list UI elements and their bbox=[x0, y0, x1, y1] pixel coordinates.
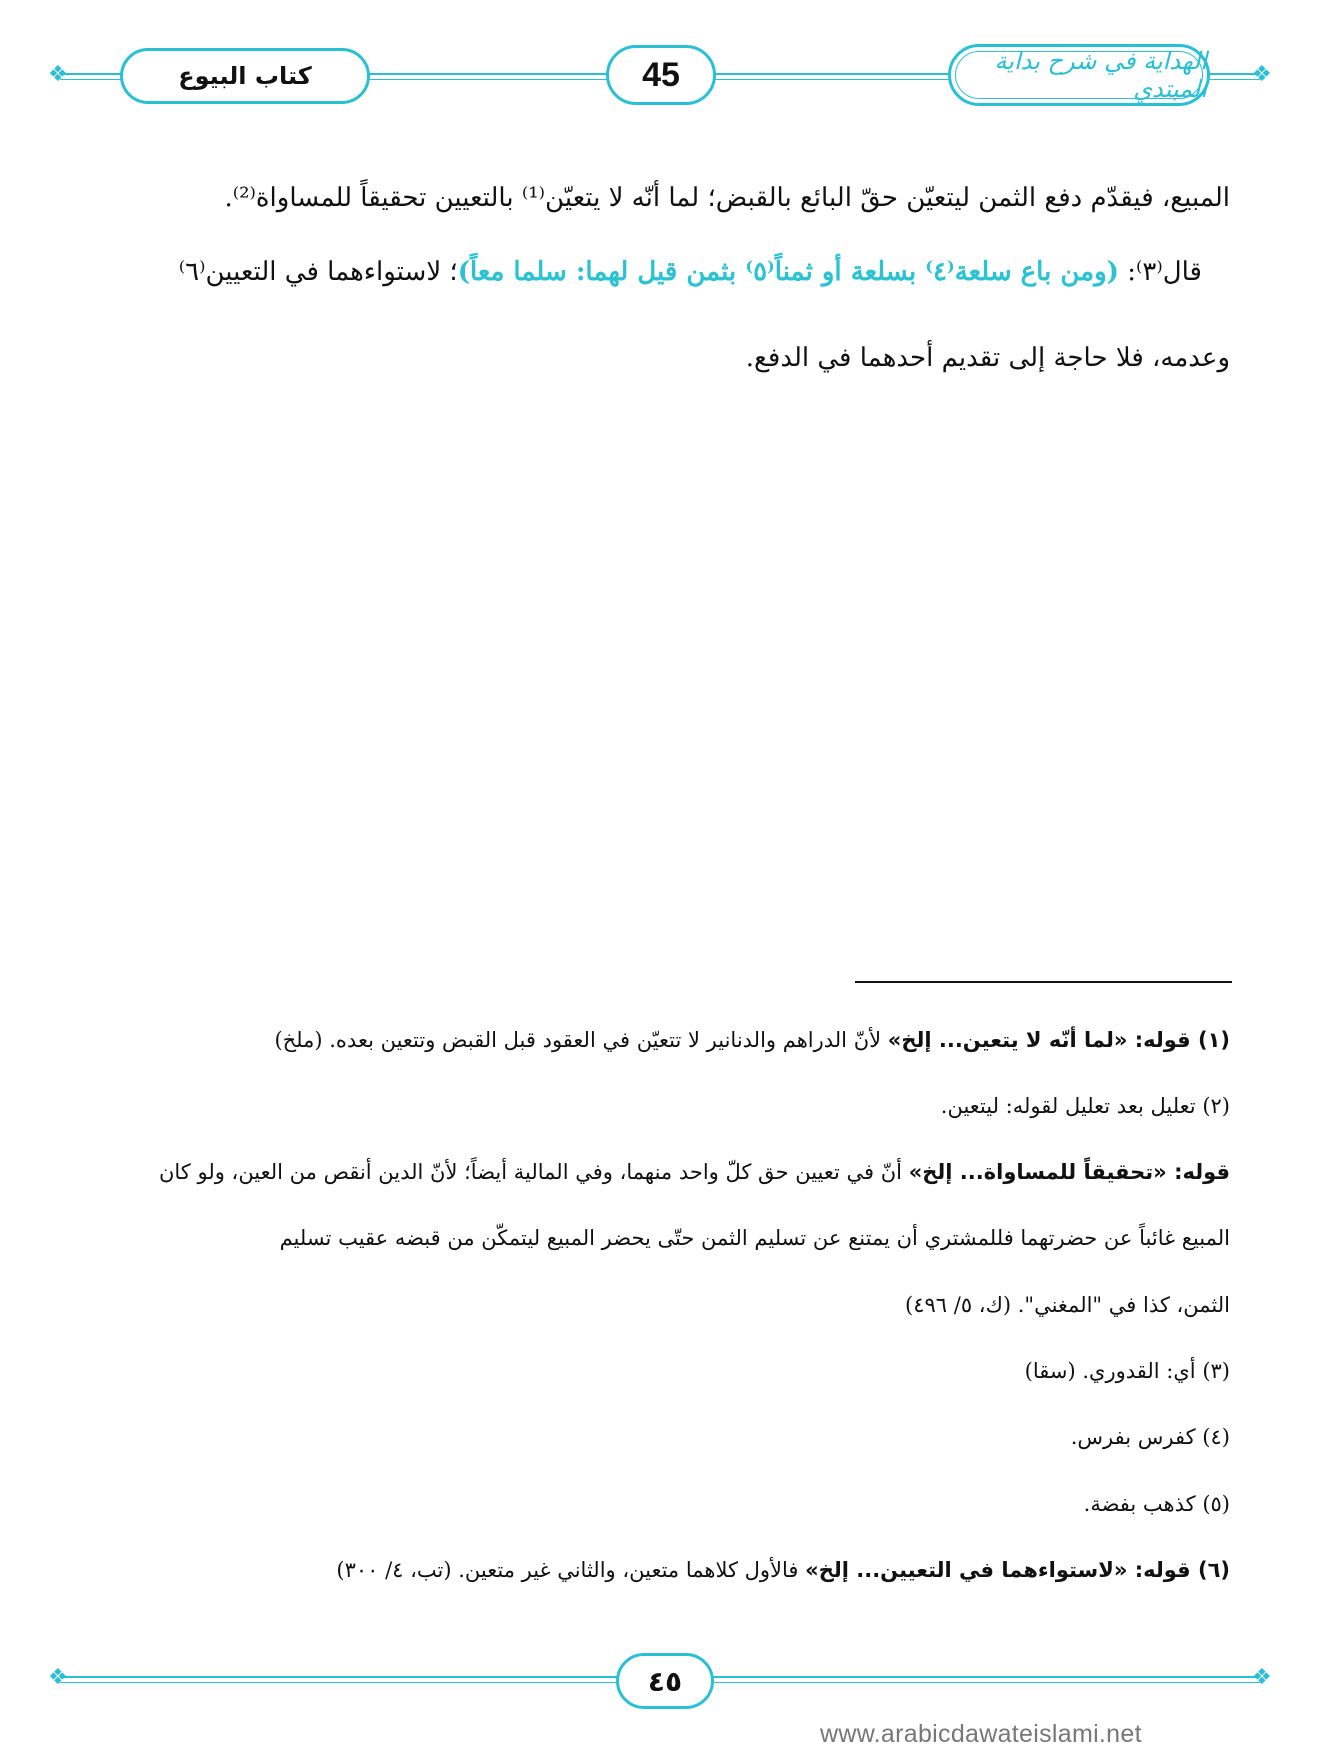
book-title: كتاب البيوع bbox=[178, 62, 312, 90]
main-line-2 bbox=[100, 252, 1230, 292]
footnote-1 bbox=[100, 1025, 1230, 1055]
footnote-2b-label: قوله: «تحقيقاً للمساواة... إلخ» bbox=[908, 1160, 1230, 1184]
ornament-left-icon: ❖ bbox=[48, 62, 68, 87]
main-line-1: المبيع، فيقدّم دفع الثمن ليتعيّن حقّ البائع بالقبض؛ لما أنّه لا يتعيّن⁽¹⁾ بالتعيين تحقيقاً للمساواة⁽²⁾. bbox=[224, 183, 1230, 213]
footnote-4: (٤) كفرس بفرس. bbox=[1070, 1425, 1230, 1449]
footer-ornament-left-icon: ❖ bbox=[48, 1665, 68, 1690]
main-line-3: وعدمه، فلا حاجة إلى تقديم أحدهما في الدفع. bbox=[745, 343, 1230, 373]
main-line-2-wrap bbox=[100, 252, 1230, 292]
footnote-2: (٢) تعليل بعد تعليل لقوله: ليتعين. bbox=[940, 1094, 1230, 1118]
footer-page-number: ٤٥ bbox=[647, 1664, 683, 1698]
main-line-3-wrap bbox=[100, 338, 1230, 378]
footnote-2b-line-2: المبيع غائباً عن حضرتهما فللمشتري أن يمتنع عن تسليم الثمن حتّى يحضر المبيع ليتمكّن من قبضه عقيب تسليم bbox=[279, 1226, 1230, 1250]
main-text bbox=[100, 178, 1230, 218]
matn-quote: (ومن باع سلعة⁽٤⁾ بسلعة أو ثمناً⁽٥⁾ بثمن قيل لهما: سلما معاً) bbox=[457, 257, 1119, 287]
footnote-6-text: فالأول كلاهما متعين، والثاني غير متعين. (تب، ٤/ ٣٠٠) bbox=[336, 1558, 799, 1582]
book-title-box bbox=[120, 48, 370, 104]
page-number: 45 bbox=[642, 55, 680, 94]
footnote-2b-line-1: أنّ في تعيين حق كلّ واحد منهما، وفي المالية أيضاً؛ لأنّ الدين أنقص من العين، ولو كان bbox=[158, 1160, 903, 1184]
main-line-2-start: قال⁽٣⁾: bbox=[1127, 257, 1202, 287]
footer-ornament-right-icon: ❖ bbox=[1252, 1665, 1272, 1690]
work-title: الهداية في شرح بداية المبتدي bbox=[994, 47, 1207, 103]
footer-page-number-box bbox=[616, 1653, 714, 1709]
footnote-6-label: (٦) قوله: «لاستواءهما في التعيين... إلخ» bbox=[805, 1558, 1230, 1582]
footnote-2b bbox=[100, 1157, 1230, 1187]
work-title-box bbox=[948, 44, 1210, 106]
footnote-separator bbox=[855, 981, 1232, 983]
watermark: www.arabicdawateislami.net bbox=[820, 1720, 1142, 1748]
footnote-3: (٣) أي: القدوري. (سقا) bbox=[1024, 1359, 1230, 1383]
footnote-1-text: لأنّ الدراهم والدنانير لا تتعيّن في العقود قبل القبض وتتعين بعده. (ملخ) bbox=[274, 1028, 882, 1052]
footnote-5: (٥) كذهب بفضة. bbox=[1083, 1492, 1230, 1516]
page-number-box bbox=[606, 45, 716, 105]
footnote-6 bbox=[100, 1555, 1230, 1585]
ornament-right-icon: ❖ bbox=[1252, 62, 1272, 87]
footnote-2b-line-3: الثمن، كذا في "المغني". (ك، ٥/ ٤٩٦) bbox=[905, 1293, 1230, 1317]
main-line-2-end: ؛ لاستواءهما في التعيين⁽٦⁾ bbox=[178, 257, 458, 287]
footnote-1-label: (١) قوله: «لما أنّه لا يتعين... إلخ» bbox=[887, 1028, 1230, 1052]
